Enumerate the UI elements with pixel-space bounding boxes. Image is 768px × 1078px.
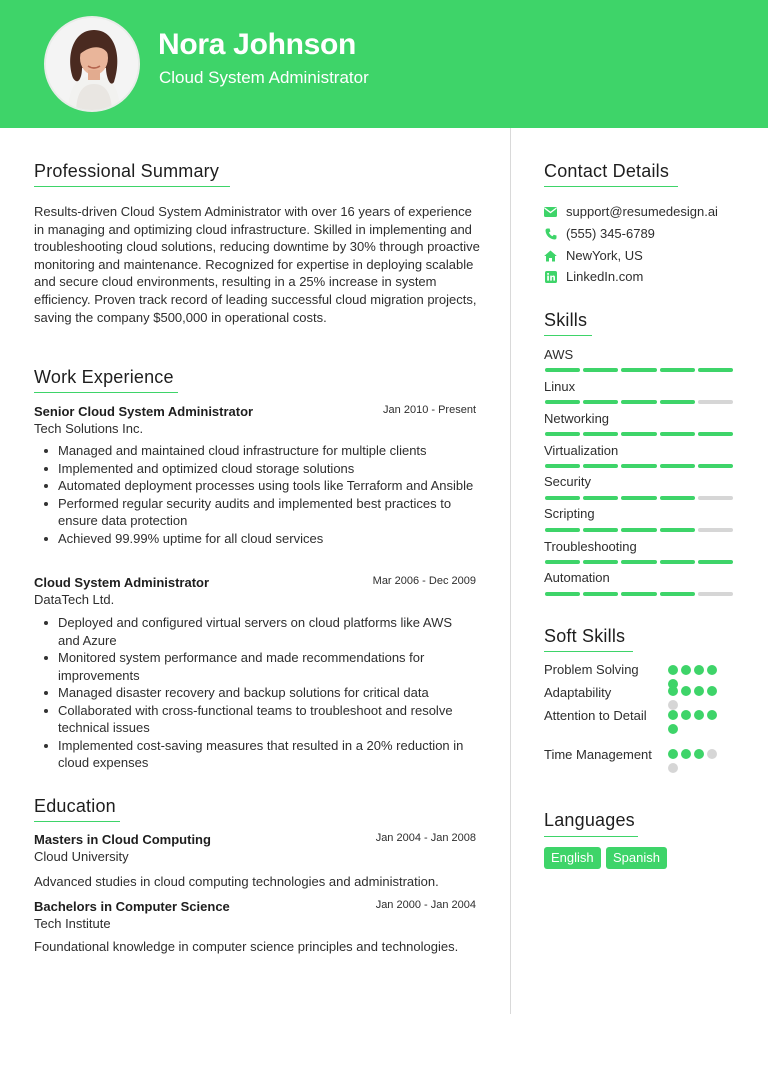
- job-role: Senior Cloud System Administrator: [34, 404, 254, 419]
- soft-skill-name: Problem Solving: [544, 662, 639, 677]
- skill-level-segment: [621, 592, 656, 596]
- skill-name: AWS: [544, 347, 574, 362]
- soft-skill-dot: [668, 665, 678, 675]
- skill-level-segment: [621, 496, 656, 500]
- job-bullet: Deployed and configured virtual servers on cloud platforms like AWS and Azure: [34, 614, 476, 649]
- language-badge-spanish: Spanish: [606, 847, 667, 869]
- soft-skill-dot: [668, 686, 678, 696]
- language-badge-english: English: [544, 847, 601, 869]
- skill-level-segment: [545, 592, 580, 596]
- skill-name: Virtualization: [544, 443, 619, 458]
- skill-level-bar: [545, 592, 733, 596]
- job-bullet: Implemented and optimized cloud storage solutions: [34, 460, 476, 478]
- summary-heading: Professional Summary: [34, 161, 220, 181]
- skill-name: Troubleshooting: [544, 539, 637, 554]
- skill-name: Scripting: [544, 506, 595, 521]
- skill-level-segment: [698, 432, 733, 436]
- skill-level-segment: [660, 368, 695, 372]
- skill-level-segment: [545, 368, 580, 372]
- skill-level-segment: [583, 528, 618, 532]
- job-date: Mar 2006 - Dec 2009: [372, 575, 476, 587]
- skill-level-bar: [545, 432, 733, 436]
- skill-level-bar: [545, 560, 733, 564]
- soft-skills-heading: Soft Skills: [544, 626, 626, 646]
- column-divider: [510, 128, 511, 1014]
- skill-level-segment: [545, 432, 580, 436]
- job-date: Jan 2010 - Present: [383, 404, 476, 416]
- skill-level-segment: [621, 464, 656, 468]
- experience-underline: [34, 392, 178, 393]
- soft-skill-dot: [707, 665, 717, 675]
- soft-skill-dot: [707, 749, 717, 759]
- education-school: Cloud University: [34, 849, 129, 864]
- soft-skill-dot: [694, 710, 704, 720]
- soft-skill-dot: [694, 686, 704, 696]
- soft-skill-dot: [707, 686, 717, 696]
- skill-level-bar: [545, 528, 733, 532]
- contact-phone-text: (555) 345-6789: [566, 226, 655, 241]
- resume-header: [0, 0, 768, 128]
- job-role: Cloud System Administrator: [34, 575, 210, 590]
- skill-level-segment: [660, 496, 695, 500]
- skill-level-segment: [545, 560, 580, 564]
- skill-level-segment: [698, 592, 733, 596]
- soft-skill-dot: [694, 749, 704, 759]
- languages-underline: [544, 836, 638, 837]
- skill-level-segment: [621, 528, 656, 532]
- languages-heading: Languages: [544, 810, 635, 830]
- skill-level-segment: [698, 400, 733, 404]
- contact-linkedin-text: LinkedIn.com: [566, 269, 644, 284]
- skill-level-bar: [545, 464, 733, 468]
- skills-heading: Skills: [544, 310, 588, 330]
- skill-level-segment: [621, 368, 656, 372]
- soft-skill-dots: [668, 710, 728, 734]
- job-company: Tech Solutions Inc.: [34, 421, 144, 436]
- contact-underline: [544, 186, 678, 187]
- contact-location-text: NewYork, US: [566, 248, 643, 263]
- job-bullet: Managed and maintained cloud infrastructure for multiple clients: [34, 442, 476, 460]
- education-description: Foundational knowledge in computer science principles and technologies.: [34, 939, 459, 954]
- job-company: DataTech Ltd.: [34, 592, 115, 607]
- education-degree: Bachelors in Computer Science: [34, 899, 230, 914]
- education-date: Jan 2000 - Jan 2004: [375, 899, 476, 911]
- profile-photo: [44, 16, 140, 112]
- skill-level-bar: [545, 496, 733, 500]
- education-date: Jan 2004 - Jan 2008: [375, 832, 476, 844]
- job-bullet: Automated deployment processes using tools like Terraform and Ansible: [34, 477, 476, 495]
- skill-level-segment: [583, 592, 618, 596]
- job-bullet: Implemented cost-saving measures that resulted in a 20% reduction in cloud expenses: [34, 737, 476, 772]
- candidate-title: Cloud System Administrator: [159, 68, 369, 87]
- skill-level-segment: [621, 560, 656, 564]
- email-icon: [544, 205, 557, 218]
- summary-underline: [34, 186, 230, 187]
- education-school: Tech Institute: [34, 916, 111, 931]
- contact-email-text: support@resumedesign.ai: [566, 204, 718, 219]
- job-bullet: Performed regular security audits and implemented best practices to ensure data protection: [34, 495, 476, 530]
- soft-skill-dot: [681, 749, 691, 759]
- skill-level-segment: [660, 464, 695, 468]
- skill-level-segment: [545, 496, 580, 500]
- skill-level-segment: [583, 496, 618, 500]
- soft-skill-dots: [668, 749, 728, 773]
- education-degree: Masters in Cloud Computing: [34, 832, 211, 847]
- skill-level-segment: [660, 432, 695, 436]
- contact-heading: Contact Details: [544, 161, 670, 181]
- skill-level-segment: [583, 432, 618, 436]
- job-bullet: Managed disaster recovery and backup solutions for critical data: [34, 684, 476, 702]
- soft-skill-dot: [681, 686, 691, 696]
- skill-level-segment: [583, 464, 618, 468]
- soft-skill-dot: [681, 665, 691, 675]
- soft-skill-name: Attention to Detail: [544, 708, 647, 723]
- skill-name: Security: [544, 474, 591, 489]
- job-bullet: Monitored system performance and made recommendations for improvements: [34, 649, 476, 684]
- soft-skills-underline: [544, 651, 633, 652]
- job-bullets: [34, 614, 476, 772]
- soft-skill-dot: [681, 710, 691, 720]
- experience-heading: Work Experience: [34, 367, 174, 387]
- soft-skill-name: Time Management: [544, 747, 652, 762]
- soft-skill-dot: [707, 710, 717, 720]
- job-bullet: Collaborated with cross-functional teams to troubleshoot and resolve technical issues: [34, 702, 476, 737]
- soft-skill-dot: [668, 724, 678, 734]
- skill-level-segment: [621, 432, 656, 436]
- skills-underline: [544, 335, 592, 336]
- job-bullets: [34, 442, 476, 547]
- soft-skill-dot: [668, 749, 678, 759]
- skill-level-segment: [698, 528, 733, 532]
- skill-level-segment: [698, 560, 733, 564]
- skill-level-segment: [545, 400, 580, 404]
- skill-level-segment: [660, 560, 695, 564]
- skill-level-bar: [545, 368, 733, 372]
- skill-name: Linux: [544, 379, 576, 394]
- soft-skill-name: Adaptability: [544, 685, 612, 700]
- profile-photo-icon: [46, 18, 140, 112]
- soft-skill-dots: [668, 686, 728, 710]
- soft-skill-dot: [668, 700, 678, 710]
- candidate-name: Nora Johnson: [158, 28, 357, 61]
- skill-name: Networking: [544, 411, 610, 426]
- skill-level-bar: [545, 400, 733, 404]
- skill-level-segment: [583, 560, 618, 564]
- phone-icon: [544, 227, 557, 240]
- education-underline: [34, 821, 120, 822]
- soft-skill-dot: [694, 665, 704, 675]
- summary-text: Results-driven Cloud System Administrator with over 16 years of experience in managing and optimizing cloud infrastructure. Skilled in implementing and troubleshooting cloud solutions, reducing downtime by 30% through proactive monitoring and maintenance. Recognized for expertise in deploying scalable and secure cloud environments, resulting in a 25% increase in system efficiency. Proven track record of leading successful cloud migration projects, saving the company $500,000 in operational costs.: [34, 204, 480, 325]
- skill-level-segment: [660, 592, 695, 596]
- skill-level-segment: [545, 528, 580, 532]
- skill-level-segment: [660, 528, 695, 532]
- skill-name: Automation: [544, 570, 610, 585]
- skill-level-segment: [698, 496, 733, 500]
- job-bullet: Achieved 99.99% uptime for all cloud services: [34, 530, 476, 548]
- skill-level-segment: [583, 368, 618, 372]
- soft-skill-dot: [668, 763, 678, 773]
- education-description: Advanced studies in cloud computing technologies and administration.: [34, 874, 439, 889]
- linkedin-icon: [544, 270, 557, 283]
- skill-level-segment: [583, 400, 618, 404]
- soft-skill-dot: [668, 710, 678, 720]
- skill-level-segment: [698, 464, 733, 468]
- home-icon: [544, 249, 557, 262]
- skill-level-segment: [545, 464, 580, 468]
- skill-level-segment: [660, 400, 695, 404]
- education-heading: Education: [34, 796, 116, 816]
- skill-level-segment: [698, 368, 733, 372]
- skill-level-segment: [621, 400, 656, 404]
